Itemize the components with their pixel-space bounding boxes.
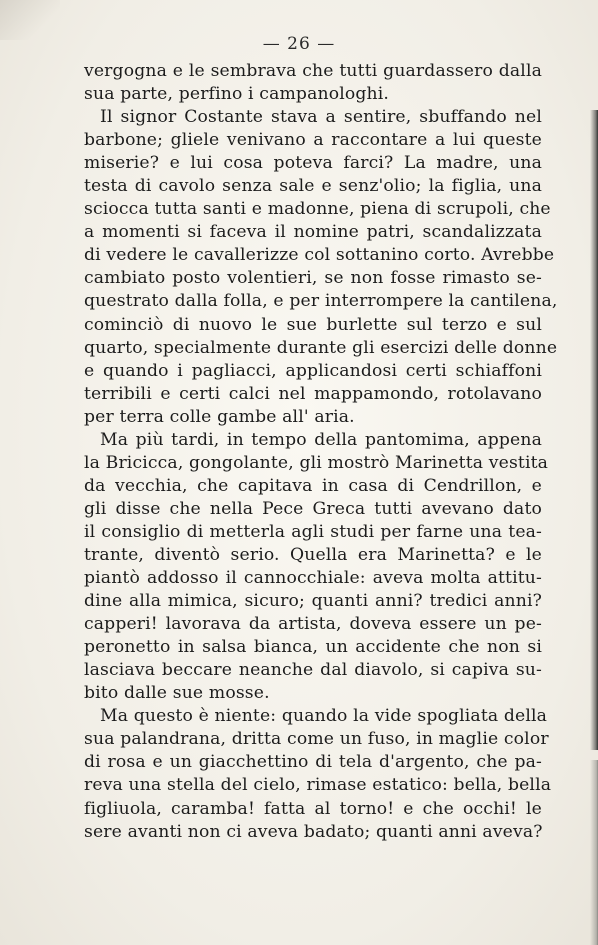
- text-line: miserie? e lui cosa poteva farci? La madre, una: [84, 153, 542, 174]
- text-line: Ma più tardi, in tempo della pantomima, appena: [100, 429, 542, 450]
- text-line: di vedere le cavallerizze col sottanino corto. Avrebbe: [84, 245, 555, 266]
- text-line: bito dalle sue mosse.: [84, 683, 270, 704]
- text-line: reva una stella del cielo, rimase estatico: bella, bella: [84, 775, 552, 796]
- page-edge-shadow-lower: [590, 760, 598, 945]
- body-text: [84, 60, 558, 844]
- text-line: e quando i pagliacci, applicandosi certi schiaffoni: [84, 360, 542, 381]
- text-line: terribili e certi calci nel mappamondo, rotolavano: [84, 383, 542, 404]
- text-line: capperi! lavorava da artista, doveva essere un pe-: [84, 614, 542, 635]
- text-line: questrato dalla folla, e per interrompere la cantilena,: [84, 291, 558, 312]
- text-line: sua palandrana, dritta come un fuso, in maglie color: [84, 729, 549, 750]
- text-line: trante, diventò serio. Quella era Marinetta? e le: [84, 544, 542, 565]
- text-line: barbone; gliele venivano a raccontare a lui queste: [84, 130, 542, 151]
- text-line: da vecchia, che capitava in casa di Cendrillon, e: [84, 475, 542, 496]
- text-line: peronetto in salsa bianca, un accidente che non si: [84, 637, 542, 658]
- text-line: la Bricicca, gongolante, gli mostrò Marinetta vestita: [84, 452, 549, 473]
- text-line: quarto, specialmente durante gli esercizi delle donne: [84, 337, 558, 358]
- text-line: sciocca tutta santi e madonne, piena di scrupoli, che: [84, 199, 551, 220]
- text-line: testa di cavolo senza sale e senz'olio; la figlia, una: [84, 176, 542, 197]
- text-line: il consiglio di metterla agli studi per farne una tea-: [84, 521, 542, 542]
- page-number: — 26 —: [262, 34, 336, 54]
- page-edge-shadow: [590, 110, 598, 750]
- text-line: Ma questo è niente: quando la vide spogliata della: [100, 706, 548, 727]
- text-line: figliuola, caramba! fatta al torno! e che occhi! le: [84, 798, 542, 819]
- text-line: lasciava beccare neanche dal diavolo, si capiva su-: [84, 660, 542, 681]
- text-line: sua parte, perfino i campanologhi.: [84, 84, 389, 105]
- text-line: cominciò di nuovo le sue burlette sul terzo e sul: [84, 314, 542, 335]
- text-line: cambiato posto volentieri, se non fosse rimasto se-: [84, 268, 542, 289]
- text-line: di rosa e un giacchettino di tela d'argento, che pa-: [84, 752, 542, 773]
- text-line: dine alla mimica, sicuro; quanti anni? tredici anni?: [84, 591, 542, 612]
- text-line: piantò addosso il cannocchiale: aveva molta attitu-: [84, 568, 542, 589]
- text-line: vergogna e le sembrava che tutti guardassero dalla: [84, 61, 542, 81]
- text-line: per terra colle gambe all' aria.: [84, 406, 355, 427]
- text-line: Il signor Costante stava a sentire, sbuffando nel: [100, 107, 542, 128]
- text-line: sere avanti non ci aveva badato; quanti anni aveva?: [84, 821, 543, 842]
- text-line: gli disse che nella Pece Greca tutti avevano dato: [84, 498, 542, 519]
- text-line: a momenti si faceva il nomine patri, scandalizzata: [84, 222, 542, 243]
